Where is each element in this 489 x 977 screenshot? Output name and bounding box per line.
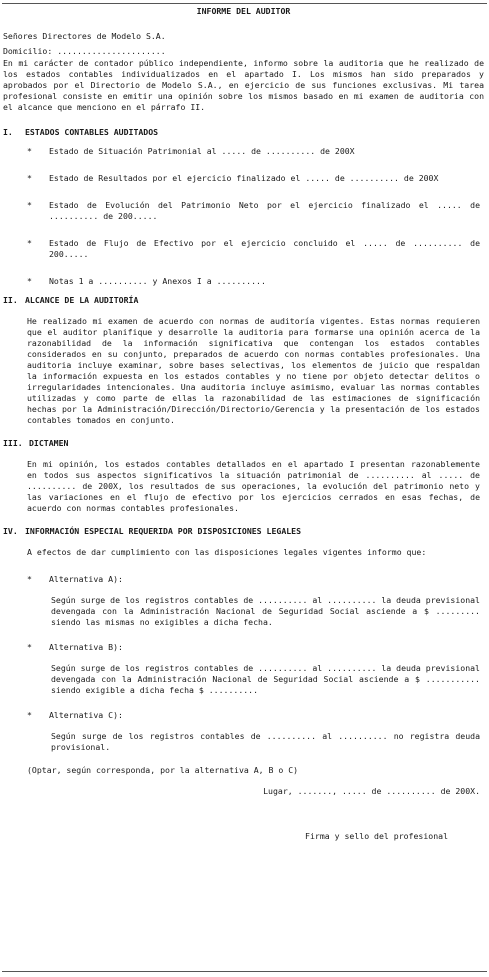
section-1-number: I.: [3, 127, 13, 137]
list-item: [3, 173, 484, 184]
bullet-icon: *: [27, 146, 32, 156]
top-rule: [2, 3, 487, 4]
alternative-c-label: [3, 710, 484, 721]
signature-line: Firma y sello del profesional: [305, 831, 448, 841]
document-title: INFORME DEL AUDITOR: [196, 6, 291, 16]
statement-item-text: Estado de Resultados por el ejercicio finalizado el ..... de .......... de 200X: [49, 173, 439, 183]
bullet-icon: *: [27, 200, 32, 210]
section-4-title: INFORMACIÓN ESPECIAL REQUERIDA POR DISPOSICIONES LEGALES: [25, 526, 302, 536]
list-item: [3, 146, 484, 157]
alternative-label: Alternativa A):: [49, 574, 123, 584]
statement-item-text: Notas 1 a .......... y Anexos I a ..........: [49, 276, 266, 286]
scope-paragraph: He realizado mi examen de acuerdo con normas de auditoría vigentes. Estas normas requieren que el auditor planifique y desarrolle la auditoria para formarse una opinión acerca de la razonabilidad de la información significativa que contengan los estados contables considerados en su conjunto, preparados de acuerdo con normas contables profesionales. Una auditoria incluye examinar, sobre bases selectivas, los elementos de juicio que respaldan la información expuesta en los estados contables y no tiene por objeto detectar delitos o irregularidades intencionales. Una auditoria incluye asimismo, evaluar las normas contables utilizadas y como parte de ellas la razonabilidad de las estimaciones de significación hechas por la Administración/Dirección/Directorio/Gerencia y la presentación de los estados contables tomados en conjunto.: [27, 316, 480, 425]
bullet-icon: *: [27, 173, 32, 183]
bullet-icon: *: [27, 642, 32, 652]
bottom-rule: [2, 971, 487, 972]
alternative-b-label: [3, 642, 484, 653]
address-line: Domicilio: ......................: [3, 46, 166, 56]
section-2-title: ALCANCE DE LA AUDITORÍA: [25, 295, 139, 305]
section-3-heading: [3, 438, 484, 449]
statements-list: [3, 146, 484, 287]
alternative-c-text: Según surge de los registros contables de .......... al .......... no registra deuda provisional.: [51, 731, 480, 752]
recipient-line: Señores Directores de Modelo S.A.: [3, 31, 166, 41]
section-2-number: II.: [3, 295, 18, 305]
alternative-label: Alternativa B):: [49, 642, 123, 652]
legal-intro: A efectos de dar cumplimiento con las disposiciones legales vigentes informo que:: [27, 547, 427, 557]
section-3-title: DICTAMEN: [29, 438, 69, 448]
bullet-icon: *: [27, 276, 32, 286]
statement-item-text: Estado de Flujo de Efectivo por el ejercicio concluido el ..... de .......... de 200.....: [49, 238, 480, 259]
choice-note: (Optar, según corresponda, por la alternativa A, B o C): [27, 765, 299, 775]
alternative-a-label: [3, 574, 484, 585]
list-item: [3, 200, 484, 222]
statement-item-text: Estado de Situación Patrimonial al ..... de .......... de 200X: [49, 146, 355, 156]
bullet-icon: *: [27, 574, 32, 584]
list-item: [3, 276, 484, 287]
alternative-label: Alternativa C):: [49, 710, 123, 720]
section-2-heading: [3, 295, 484, 306]
section-1-heading: [3, 127, 484, 138]
bullet-icon: *: [27, 710, 32, 720]
statement-item-text: Estado de Evolución del Patrimonio Neto por el ejercicio finalizado el ..... de .......... de 200.....: [49, 200, 480, 221]
bullet-icon: *: [27, 238, 32, 248]
alternative-b-text: Según surge de los registros contables de .......... al .......... la deuda previsional devengada con la Administración Nacional de Seguridad Social asciende a $ ........... siendo exigible a dicha fecha $ ..........: [51, 663, 480, 695]
section-4-number: IV.: [3, 526, 18, 536]
section-3-number: III.: [3, 438, 23, 448]
list-item: [3, 238, 484, 260]
document-page: [3, 6, 484, 842]
intro-paragraph: En mi carácter de contador público independiente, informo sobre la auditoria que he realizado de los estados contables individualizados en el apartado I. Los mismos han sido preparados y aprobados por el Directorio de Modelo S.A., en ejercicio de sus funciones exclusivas. Mi tarea profesional consiste en emitir una opinión sobre los mismos basado en mi examen de auditoria con el alcance que menciono en el párrafo II.: [3, 58, 484, 112]
place-date-line: Lugar, ......., ..... de .......... de 200X.: [263, 786, 480, 796]
alternative-a-text: Según surge de los registros contables de .......... al .......... la deuda previsional devengada con la Administración Nacional de Seguridad Social asciende a $ ......... siendo las mismas no exigibles a dicha fecha.: [51, 595, 480, 627]
opinion-paragraph: En mi opinión, los estados contables detallados en el apartado I presentan razonablemente en todos sus aspectos significativos la situación patrimonial de .......... al ..... de .......... de 200X, los resultados de sus operaciones, la evolución del patrimonio neto y las variaciones en el flujo de efectivo por los ejercicios cerrados en esas fechas, de acuerdo con normas contables profesionales.: [27, 459, 480, 513]
section-1-title: ESTADOS CONTABLES AUDITADOS: [25, 127, 159, 137]
section-4-heading: [3, 526, 484, 537]
